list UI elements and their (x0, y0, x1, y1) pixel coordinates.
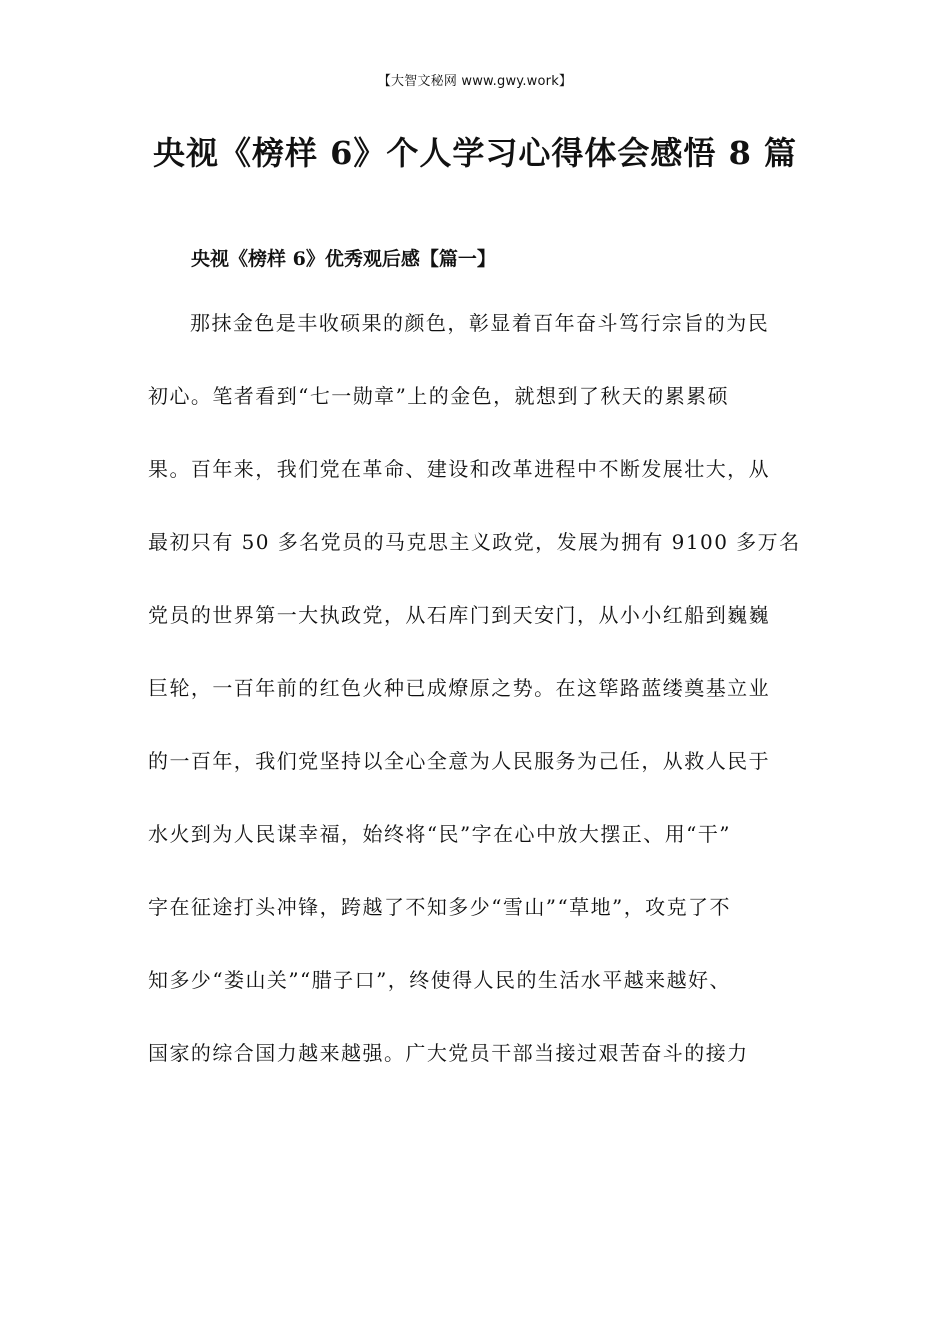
paragraph-line: 水火到为人民谋幸福，始终将“民”字在心中放大摆正、用“干” (148, 822, 731, 846)
section-heading: 央视《榜样 6》优秀观后感【篇一】 (191, 248, 496, 270)
source-header: 【大智文秘网 www.gwy.work】 (377, 74, 573, 89)
paragraph-line: 巨轮，一百年前的红色火种已成燎原之势。在这筚路蓝缕奠基立业 (148, 676, 771, 700)
paragraph-line: 最初只有 50 多名党员的马克思主义政党，发展为拥有 9100 多万名 (148, 530, 801, 554)
paragraph-line: 国家的综合国力越来越强。广大党员干部当接过艰苦奋斗的接力 (148, 1041, 749, 1065)
paragraph-line: 初心。笔者看到“七一勋章”上的金色，就想到了秋天的累累硕 (148, 384, 730, 408)
paragraph-line: 知多少“娄山关”“腊子口”，终使得人民的生活水平越来越好、 (148, 968, 731, 992)
paragraph-line: 那抹金色是丰收硕果的颜色，彰显着百年奋斗笃行宗旨的为民 (190, 311, 770, 335)
paragraph-line: 字在征途打头冲锋，跨越了不知多少“雪山”“草地”，攻克了不 (148, 895, 731, 919)
paragraph-line: 的一百年，我们党坚持以全心全意为人民服务为己任，从救人民于 (148, 749, 771, 773)
paragraph-line: 党员的世界第一大执政党，从石库门到天安门，从小小红船到巍巍 (148, 603, 771, 627)
document-title: 央视《榜样 6》个人学习心得体会感悟 8 篇 (153, 134, 797, 172)
paragraph-line: 果。百年来，我们党在革命、建设和改革进程中不断发展壮大，从 (148, 457, 771, 481)
body-paragraph (148, 300, 801, 1103)
